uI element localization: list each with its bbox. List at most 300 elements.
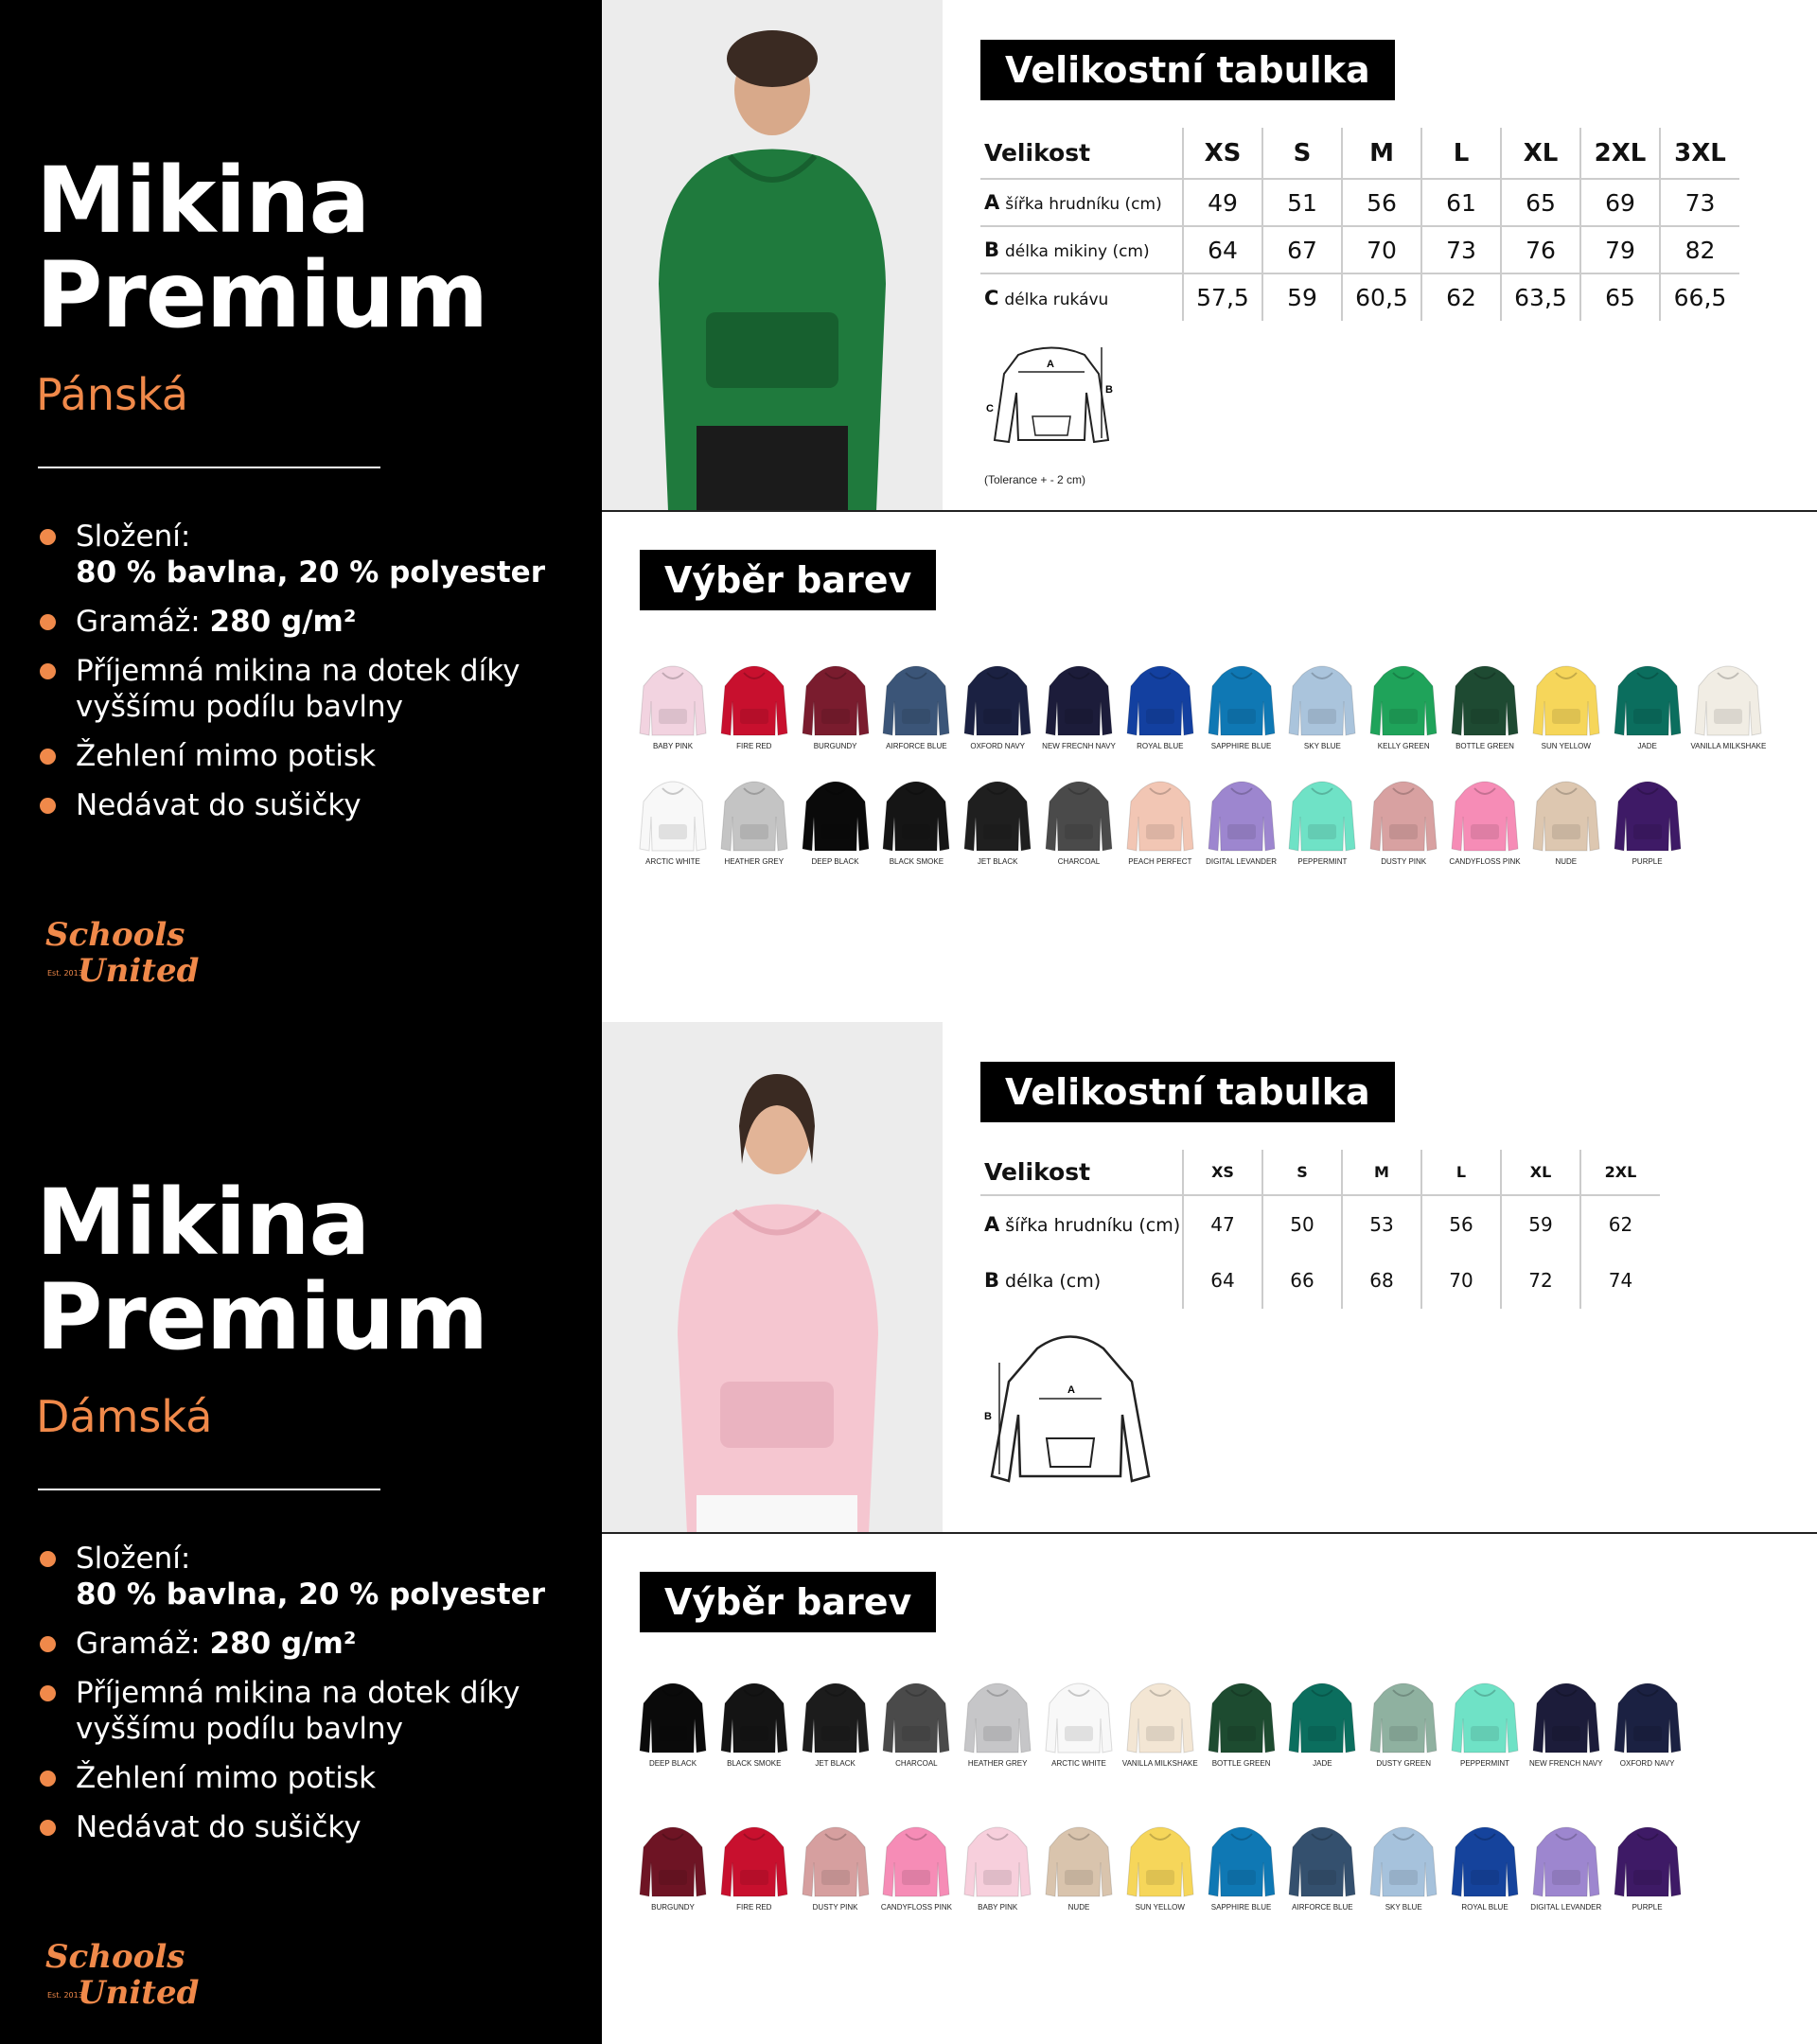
women-size-chart — [943, 1022, 1817, 1533]
bullet-icon — [40, 1551, 56, 1567]
color-name: ARCTIC WHITE — [645, 857, 700, 866]
women-hoodie-diagram — [980, 1325, 1160, 1495]
men-size-table — [980, 128, 1739, 321]
size-column-header: M — [1342, 128, 1421, 179]
measurement-key: A — [984, 191, 1000, 214]
color-name: BABY PINK — [652, 742, 694, 750]
schools-united-logo — [40, 1935, 200, 2012]
color-name: SUN YELLOW — [1541, 742, 1591, 750]
color-swatch[interactable] — [1120, 654, 1201, 751]
hoodie-icon — [964, 1671, 1031, 1754]
table-row — [980, 273, 1739, 321]
color-name: BOTTLE GREEN — [1455, 742, 1514, 750]
color-swatch[interactable] — [1607, 1815, 1688, 1912]
feature-label: Nedávat do sušičky — [76, 788, 362, 822]
color-name: DIGITAL LEVANDER — [1206, 857, 1278, 866]
feature-item — [38, 653, 568, 725]
measurement-value: 62 — [1580, 1195, 1660, 1252]
hoodie-icon — [1046, 1671, 1112, 1754]
size-column-header: 2XL — [1580, 1150, 1660, 1195]
table-row — [980, 226, 1739, 273]
color-name: PURPLE — [1632, 857, 1663, 866]
size-column-header: L — [1421, 1150, 1501, 1195]
color-name: JADE — [1637, 742, 1657, 750]
hoodie-icon — [1370, 654, 1437, 737]
color-swatch[interactable] — [1120, 1815, 1201, 1912]
measurement-value: 82 — [1660, 226, 1739, 273]
measurement-value: 60,5 — [1342, 273, 1421, 321]
color-name: ARCTIC WHITE — [1051, 1759, 1106, 1768]
color-swatch[interactable] — [1363, 1815, 1444, 1912]
feature-label: Gramáž: — [76, 1627, 210, 1661]
hoodie-icon — [1127, 1671, 1193, 1754]
measurement-value: 47 — [1183, 1195, 1262, 1252]
color-name: DIGITAL LEVANDER — [1530, 1903, 1602, 1912]
color-name: SKY BLUE — [1303, 742, 1341, 750]
bullet-icon — [40, 1771, 56, 1787]
measurement-label — [980, 179, 1183, 226]
color-name: VANILLA MILKSHAKE — [1690, 742, 1767, 750]
measurement-value: 65 — [1580, 273, 1660, 321]
men-subtitle: Pánská — [36, 369, 188, 420]
measurement-value: 59 — [1501, 1195, 1580, 1252]
logo-line2: United — [78, 952, 200, 990]
size-column-header: M — [1342, 1150, 1421, 1195]
hoodie-icon — [1695, 654, 1761, 737]
bullet-icon — [40, 749, 56, 765]
color-swatch[interactable] — [1607, 654, 1688, 751]
hoodie-icon — [883, 1671, 949, 1754]
women-feature-list — [38, 1541, 568, 1859]
color-name: BLACK SMOKE — [727, 1759, 782, 1768]
color-swatch[interactable] — [875, 769, 957, 867]
men-diagram-b: B — [1105, 384, 1113, 396]
hoodie-icon — [803, 1815, 869, 1898]
bullet-icon — [40, 529, 56, 545]
hoodie-icon — [1533, 1671, 1599, 1754]
men-size-chart — [943, 0, 1817, 511]
women-info-panel — [0, 1022, 602, 2044]
logo-line2: United — [78, 1974, 200, 2012]
color-name: PEPPERMINT — [1297, 857, 1348, 866]
hoodie-icon — [1533, 769, 1599, 853]
color-name: SAPPHIRE BLUE — [1210, 1903, 1272, 1912]
feature-value: 280 g/m² — [209, 1627, 357, 1661]
measurement-value: 49 — [1183, 179, 1262, 226]
hoodie-icon — [1289, 1815, 1355, 1898]
hoodie-icon — [721, 1671, 787, 1754]
bullet-icon — [40, 798, 56, 814]
color-name: PEACH PERFECT — [1128, 857, 1192, 866]
hoodie-icon — [1614, 1815, 1681, 1898]
color-swatch[interactable] — [632, 769, 714, 867]
measurement-label — [980, 1195, 1183, 1252]
color-swatch[interactable] — [875, 1815, 957, 1912]
measurement-value: 51 — [1262, 179, 1342, 226]
bullet-icon — [40, 1685, 56, 1701]
size-column-header: L — [1421, 128, 1501, 179]
color-swatch[interactable] — [632, 654, 714, 751]
table-row — [980, 1252, 1660, 1309]
women-title — [36, 1170, 488, 1370]
men-diagram-a: A — [1047, 359, 1054, 370]
color-swatch[interactable] — [1526, 1815, 1607, 1912]
women-title-line2: Premium — [36, 1264, 488, 1370]
men-size-heading: Velikostní tabulka — [980, 40, 1395, 100]
color-swatch[interactable] — [1607, 1671, 1688, 1769]
color-swatch[interactable] — [957, 1671, 1038, 1769]
hoodie-icon — [803, 654, 869, 737]
hoodie-icon — [1127, 769, 1193, 853]
feature-label: Příjemná mikina na dotek díky vyššímu podílu bavlny — [76, 654, 520, 724]
table-header-label: Velikost — [980, 1150, 1183, 1195]
color-name: HEATHER GREY — [967, 1759, 1028, 1768]
bullet-icon — [40, 663, 56, 679]
color-swatch[interactable] — [1038, 1815, 1120, 1912]
color-swatch[interactable] — [1038, 654, 1120, 751]
color-swatch[interactable] — [632, 1671, 714, 1769]
hoodie-icon — [640, 654, 706, 737]
measurement-value: 59 — [1262, 273, 1342, 321]
bullet-icon — [40, 1820, 56, 1836]
hoodie-icon — [964, 1815, 1031, 1898]
color-name: BURGUNDY — [813, 742, 857, 750]
feature-item — [38, 738, 568, 774]
feature-label: Složení: — [76, 520, 191, 554]
color-swatch[interactable] — [1201, 769, 1282, 867]
feature-label: Žehlení mimo potisk — [76, 739, 377, 773]
measurement-name: šířka hrudníku (cm) — [1005, 195, 1162, 214]
hoodie-icon — [1533, 1815, 1599, 1898]
women-color-picker — [602, 1534, 1817, 2044]
measurement-value: 76 — [1501, 226, 1580, 273]
color-name: DEEP BLACK — [648, 1759, 697, 1768]
hoodie-icon — [1452, 769, 1518, 853]
size-column-header: S — [1262, 128, 1342, 179]
size-column-header: XS — [1183, 128, 1262, 179]
hoodie-icon — [1208, 769, 1275, 853]
feature-item — [38, 1675, 568, 1747]
color-swatch[interactable] — [875, 1671, 957, 1769]
color-swatch[interactable] — [795, 1815, 876, 1912]
women-title-line1: Mikina — [36, 1170, 370, 1276]
size-column-header: S — [1262, 1150, 1342, 1195]
color-swatch[interactable] — [1444, 654, 1526, 751]
bullet-icon — [40, 614, 56, 630]
men-feature-list — [38, 519, 568, 837]
hoodie-icon — [964, 769, 1031, 853]
color-name: CHARCOAL — [895, 1759, 938, 1768]
hoodie-icon — [1127, 1815, 1193, 1898]
hoodie-icon — [1208, 1815, 1275, 1898]
men-diagram-c: C — [986, 403, 994, 414]
feature-item — [38, 1626, 568, 1662]
color-name: DUSTY GREEN — [1376, 1759, 1431, 1768]
color-swatch[interactable] — [1201, 1671, 1282, 1769]
hoodie-icon — [640, 769, 706, 853]
measurement-value: 62 — [1421, 273, 1501, 321]
color-name: AIRFORCE BLUE — [1292, 1903, 1353, 1912]
men-product-photo — [602, 0, 943, 511]
color-name: CANDYFLOSS PINK — [1449, 857, 1521, 866]
feature-item — [38, 1760, 568, 1796]
measurement-value: 73 — [1421, 226, 1501, 273]
measurement-value: 64 — [1183, 226, 1262, 273]
color-name: AIRFORCE BLUE — [886, 742, 947, 750]
color-name: KELLY GREEN — [1377, 742, 1430, 750]
size-column-header: XL — [1501, 1150, 1580, 1195]
hoodie-icon — [640, 1671, 706, 1754]
feature-item — [38, 1809, 568, 1845]
measurement-value: 73 — [1660, 179, 1739, 226]
bullet-icon — [40, 1636, 56, 1652]
feature-label: Žehlení mimo potisk — [76, 1761, 377, 1795]
color-swatch[interactable] — [1607, 769, 1688, 867]
measurement-value: 61 — [1421, 179, 1501, 226]
color-swatch[interactable] — [714, 1815, 795, 1912]
measurement-name: délka (cm) — [1005, 1271, 1102, 1292]
color-swatch[interactable] — [1526, 769, 1607, 867]
men-color-picker — [602, 512, 1817, 1022]
table-row — [980, 1195, 1660, 1252]
logo-line1: Schools — [45, 916, 185, 954]
color-swatch[interactable] — [1363, 1671, 1444, 1769]
color-swatch[interactable] — [1526, 654, 1607, 751]
color-name: NUDE — [1067, 1903, 1090, 1912]
color-name: JET BLACK — [815, 1759, 856, 1768]
hoodie-icon — [1614, 654, 1681, 737]
feature-item — [38, 519, 568, 590]
feature-item — [38, 787, 568, 823]
color-swatch[interactable] — [1526, 1671, 1607, 1769]
hoodie-icon — [1533, 654, 1599, 737]
color-name: FIRE RED — [736, 742, 772, 750]
color-swatch[interactable] — [1201, 1815, 1282, 1912]
color-swatch[interactable] — [1281, 769, 1363, 867]
color-swatch[interactable] — [1444, 769, 1526, 867]
measurement-name: délka rukávu — [1004, 290, 1109, 309]
hoodie-icon — [1614, 769, 1681, 853]
measurement-value: 66,5 — [1660, 273, 1739, 321]
schools-united-logo — [40, 913, 200, 990]
size-column-header: 2XL — [1580, 128, 1660, 179]
women-divider — [38, 1489, 380, 1490]
color-name: JET BLACK — [977, 857, 1018, 866]
measurement-value: 68 — [1342, 1252, 1421, 1309]
color-swatch[interactable] — [1038, 1671, 1120, 1769]
measurement-key: B — [984, 238, 1000, 261]
measurement-value: 70 — [1421, 1252, 1501, 1309]
measurement-value: 70 — [1342, 226, 1421, 273]
logo-est: Est. 2013 — [47, 1991, 83, 2000]
color-swatch[interactable] — [1038, 769, 1120, 867]
feature-label: Příjemná mikina na dotek díky vyššímu podílu bavlny — [76, 1676, 520, 1746]
men-colors-heading: Výběr barev — [640, 550, 936, 610]
hoodie-icon — [721, 1815, 787, 1898]
color-swatch[interactable] — [714, 769, 795, 867]
measurement-value: 56 — [1342, 179, 1421, 226]
color-swatch[interactable] — [957, 654, 1038, 751]
hoodie-icon — [1046, 654, 1112, 737]
women-product-photo — [602, 1022, 943, 1533]
color-swatch[interactable] — [1444, 1671, 1526, 1769]
color-swatch[interactable] — [1281, 654, 1363, 751]
women-size-table — [980, 1150, 1660, 1309]
feature-label: Nedávat do sušičky — [76, 1810, 362, 1844]
color-swatch[interactable] — [1281, 1815, 1363, 1912]
measurement-label — [980, 1252, 1183, 1309]
color-name: BLACK SMOKE — [889, 857, 944, 866]
hoodie-icon — [1289, 1671, 1355, 1754]
color-name: PEPPERMINT — [1459, 1759, 1509, 1768]
hoodie-icon — [803, 769, 869, 853]
color-swatch[interactable] — [1120, 769, 1201, 867]
hoodie-icon — [1289, 654, 1355, 737]
color-name: JADE — [1313, 1759, 1332, 1768]
color-name: BURGUNDY — [651, 1903, 695, 1912]
hoodie-icon — [883, 1815, 949, 1898]
color-name: ROYAL BLUE — [1137, 742, 1184, 750]
hoodie-icon — [1452, 1815, 1518, 1898]
logo-line1: Schools — [45, 1938, 185, 1976]
hoodie-icon — [721, 654, 787, 737]
men-title — [36, 148, 488, 348]
color-name: PURPLE — [1632, 1903, 1663, 1912]
feature-label: Složení: — [76, 1542, 191, 1576]
hoodie-icon — [803, 1671, 869, 1754]
women-diagram-a: A — [1067, 1384, 1075, 1396]
feature-value: 280 g/m² — [209, 605, 357, 639]
men-info-panel — [0, 0, 602, 1022]
color-swatch[interactable] — [1363, 769, 1444, 867]
color-name: SKY BLUE — [1385, 1903, 1422, 1912]
color-name: BOTTLE GREEN — [1211, 1759, 1271, 1768]
men-divider — [38, 467, 380, 468]
color-name: NEW FRECNH NAVY — [1042, 742, 1116, 750]
table-row — [980, 179, 1739, 226]
measurement-value: 69 — [1580, 179, 1660, 226]
measurement-name: šířka hrudníku (cm) — [1005, 1214, 1181, 1236]
color-swatch[interactable] — [957, 769, 1038, 867]
color-swatch[interactable] — [1281, 1671, 1363, 1769]
color-name: BABY PINK — [978, 1903, 1018, 1912]
color-name: OXFORD NAVY — [1619, 1759, 1675, 1768]
women-subtitle: Dámská — [36, 1391, 213, 1442]
color-swatch[interactable] — [714, 654, 795, 751]
color-name: CANDYFLOSS PINK — [880, 1903, 952, 1912]
hoodie-icon — [1452, 1671, 1518, 1754]
hoodie-icon — [883, 769, 949, 853]
women-colors-heading: Výběr barev — [640, 1572, 936, 1632]
feature-value: 80 % bavlna, 20 % polyester — [76, 1577, 545, 1612]
measurement-label — [980, 273, 1183, 321]
measurement-value: 66 — [1262, 1252, 1342, 1309]
color-name: ROYAL BLUE — [1461, 1903, 1508, 1912]
color-name: SUN YELLOW — [1135, 1903, 1185, 1912]
color-swatch[interactable] — [795, 1671, 876, 1769]
color-swatch[interactable] — [1120, 1671, 1201, 1769]
color-name: DEEP BLACK — [811, 857, 859, 866]
measurement-key: C — [984, 286, 999, 309]
hoodie-icon — [883, 654, 949, 737]
color-name: CHARCOAL — [1057, 857, 1101, 866]
hoodie-icon — [1127, 654, 1193, 737]
measurement-value: 56 — [1421, 1195, 1501, 1252]
color-name: OXFORD NAVY — [970, 742, 1025, 750]
hoodie-icon — [1208, 1671, 1275, 1754]
hoodie-icon — [1370, 769, 1437, 853]
measurement-value: 63,5 — [1501, 273, 1580, 321]
color-swatch[interactable] — [1687, 654, 1769, 751]
feature-value: 80 % bavlna, 20 % polyester — [76, 555, 545, 590]
color-swatch[interactable] — [714, 1671, 795, 1769]
measurement-value: 64 — [1183, 1252, 1262, 1309]
hoodie-icon — [1452, 654, 1518, 737]
men-hoodie-diagram — [980, 336, 1122, 449]
measurement-value: 57,5 — [1183, 273, 1262, 321]
measurement-key: A — [984, 1212, 1000, 1236]
table-header-label: Velikost — [980, 128, 1183, 179]
feature-item — [38, 604, 568, 640]
women-size-heading: Velikostní tabulka — [980, 1062, 1395, 1122]
hoodie-icon — [1046, 1815, 1112, 1898]
hoodie-icon — [964, 654, 1031, 737]
hoodie-icon — [1370, 1815, 1437, 1898]
measurement-value: 72 — [1501, 1252, 1580, 1309]
color-swatch[interactable] — [795, 654, 876, 751]
hoodie-icon — [1370, 1671, 1437, 1754]
hoodie-icon — [1289, 769, 1355, 853]
men-title-line1: Mikina — [36, 148, 370, 254]
color-name: VANILLA MILKSHAKE — [1121, 1759, 1198, 1768]
hoodie-icon — [721, 769, 787, 853]
color-name: NEW FRENCH NAVY — [1528, 1759, 1603, 1768]
color-swatch[interactable] — [1201, 654, 1282, 751]
men-tolerance-note: (Tolerance + - 2 cm) — [984, 473, 1086, 486]
color-name: FIRE RED — [736, 1903, 772, 1912]
size-column-header: XS — [1183, 1150, 1262, 1195]
color-swatch[interactable] — [957, 1815, 1038, 1912]
color-name: SAPPHIRE BLUE — [1210, 742, 1272, 750]
color-name: DUSTY PINK — [1381, 857, 1427, 866]
measurement-value: 65 — [1501, 179, 1580, 226]
color-name: NUDE — [1555, 857, 1578, 866]
measurement-value: 67 — [1262, 226, 1342, 273]
women-section — [0, 1022, 1817, 2044]
measurement-value: 53 — [1342, 1195, 1421, 1252]
hoodie-icon — [1208, 654, 1275, 737]
color-swatch[interactable] — [632, 1815, 714, 1912]
color-swatch[interactable] — [1363, 654, 1444, 751]
measurement-key: B — [984, 1269, 1000, 1292]
color-swatch[interactable] — [875, 654, 957, 751]
measurement-value: 79 — [1580, 226, 1660, 273]
women-diagram-b: B — [984, 1411, 992, 1422]
feature-label: Gramáž: — [76, 605, 210, 639]
feature-item — [38, 1541, 568, 1612]
size-column-header: 3XL — [1660, 128, 1739, 179]
color-swatch[interactable] — [795, 769, 876, 867]
men-title-line2: Premium — [36, 242, 488, 348]
measurement-value: 50 — [1262, 1195, 1342, 1252]
measurement-name: délka mikiny (cm) — [1005, 242, 1150, 261]
color-name: DUSTY PINK — [812, 1903, 858, 1912]
logo-est: Est. 2013 — [47, 969, 83, 978]
hoodie-icon — [640, 1815, 706, 1898]
color-swatch[interactable] — [1444, 1815, 1526, 1912]
size-column-header: XL — [1501, 128, 1580, 179]
color-name: HEATHER GREY — [724, 857, 785, 866]
